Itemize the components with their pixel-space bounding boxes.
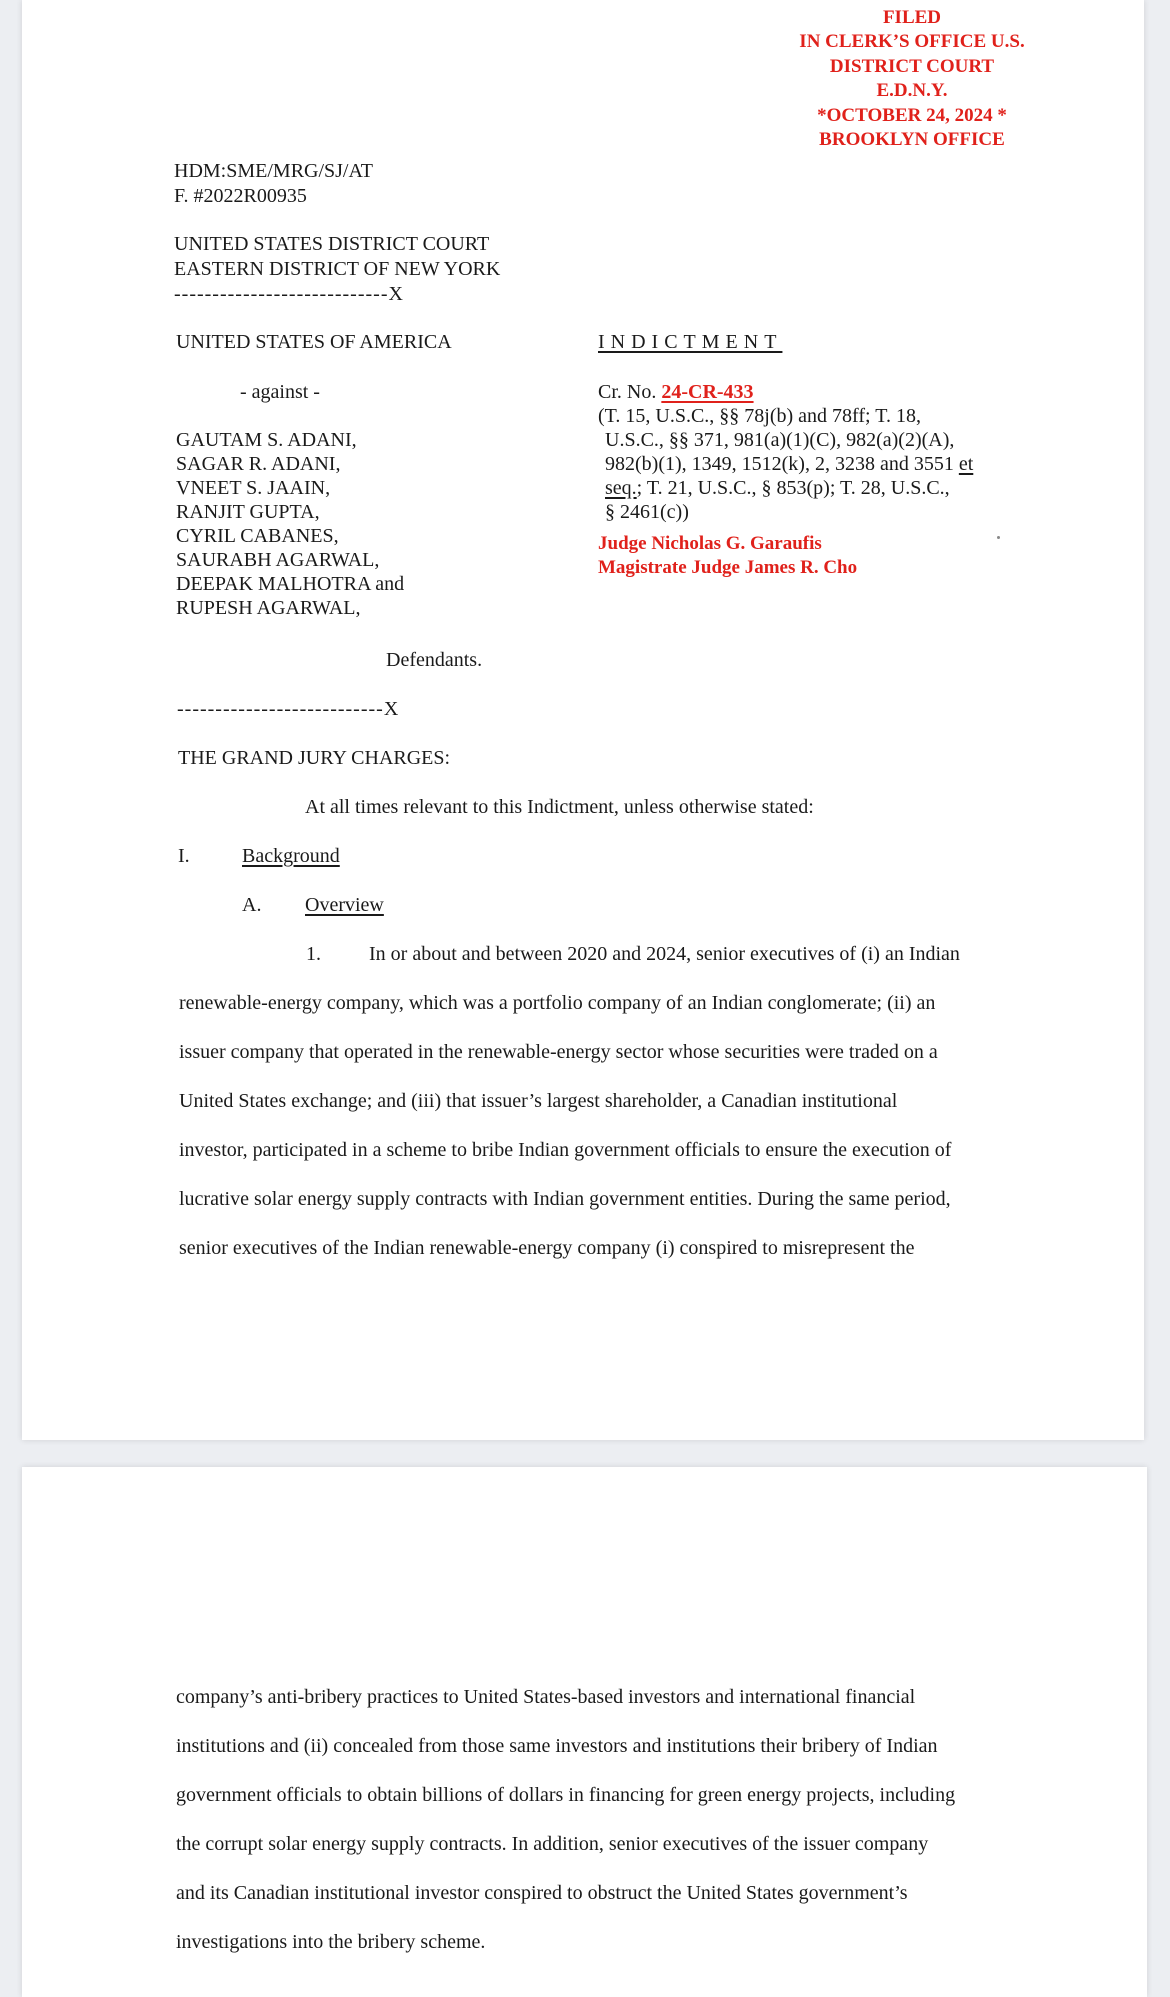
stamp-line: DISTRICT COURT xyxy=(829,55,995,77)
statute-line: § 2461(c)) xyxy=(605,501,689,523)
stamp-line: FILED xyxy=(882,7,942,28)
paragraph-line: company’s anti-bribery practices to United States-based investors and international financial xyxy=(176,1686,916,1708)
statute-seq: seq. xyxy=(605,477,637,499)
document-page-2 xyxy=(22,1467,1147,1997)
paragraph-number: 1. xyxy=(306,943,321,965)
subsection-number: A. xyxy=(242,894,262,916)
stamp-line: *OCTOBER 24, 2024 * xyxy=(817,104,1007,126)
statute-line: (T. 15, U.S.C., §§ 78j(b) and 78ff; T. 18, xyxy=(598,405,921,427)
grand-jury-charges: THE GRAND JURY CHARGES: xyxy=(178,747,451,769)
plaintiff-name: UNITED STATES OF AMERICA xyxy=(176,331,452,353)
paragraph-line: United States exchange; and (iii) that issuer’s largest shareholder, a Canadian institutional xyxy=(179,1090,898,1112)
defendant-name: RANJIT GUPTA, xyxy=(176,501,320,523)
paragraph-line: senior executives of the Indian renewable-energy company (i) conspired to misrepresent the xyxy=(179,1237,915,1259)
stamp-line: E.D.N.Y. xyxy=(876,80,948,102)
against-label: - against - xyxy=(240,381,320,403)
filed-stamp xyxy=(762,6,1062,152)
statute-line xyxy=(605,452,973,476)
document-page-1 xyxy=(22,0,1144,1440)
paragraph-line: investor, participated in a scheme to bribe Indian government officials to ensure the execution of xyxy=(179,1139,952,1161)
judge-assignment: Judge Nicholas G. Garaufis xyxy=(598,533,822,554)
defendant-name: SAGAR R. ADANI, xyxy=(176,453,341,475)
statute-text: ; T. 21, U.S.C., § 853(p); T. 28, U.S.C., xyxy=(636,477,950,499)
paragraph-line: In or about and between 2020 and 2024, senior executives of (i) an Indian xyxy=(369,943,960,965)
statute-text: 982(b)(1), 1349, 1512(k), 2, 3238 and 3551 xyxy=(605,453,954,475)
indictment-title: INDICTMENT xyxy=(598,331,783,353)
magistrate-assignment: Magistrate Judge James R. Cho xyxy=(598,557,858,578)
subsection-heading: Overview xyxy=(305,894,384,916)
defendant-name: DEEPAK MALHOTRA and xyxy=(176,573,405,595)
defendants-label: Defendants. xyxy=(386,649,483,671)
defendant-name: CYRIL CABANES, xyxy=(176,525,339,547)
court-district: EASTERN DISTRICT OF NEW YORK xyxy=(174,258,501,280)
paragraph-line: the corrupt solar energy supply contracts. In addition, senior executives of the issuer company xyxy=(176,1833,929,1855)
paragraph-line: government officials to obtain billions of dollars in financing for green energy projects, including xyxy=(176,1784,956,1806)
paragraph-line: lucrative solar energy supply contracts with Indian government entities. During the same period, xyxy=(179,1188,951,1210)
court-name: UNITED STATES DISTRICT COURT xyxy=(174,233,490,255)
stamp-line: BROOKLYN OFFICE xyxy=(819,129,1005,151)
defendant-name: RUPESH AGARWAL, xyxy=(176,597,361,619)
scan-speck xyxy=(997,536,1000,539)
defendant-name: GAUTAM S. ADANI, xyxy=(176,429,357,451)
caption-divider-top: ----------------------------X xyxy=(174,283,404,305)
statute-et: et xyxy=(958,453,974,475)
file-number: F. #2022R00935 xyxy=(174,185,307,207)
caption-divider-bottom: ---------------------------X xyxy=(177,698,400,720)
case-number-prefix: Cr. No. xyxy=(598,381,657,403)
case-number: 24-CR-433 xyxy=(661,381,754,403)
paragraph-line: issuer company that operated in the renewable-energy sector whose securities were traded on a xyxy=(179,1041,938,1063)
paragraph-line: investigations into the bribery scheme. xyxy=(176,1931,486,1953)
statute-line: U.S.C., §§ 371, 981(a)(1)(C), 982(a)(2)(A), xyxy=(605,429,955,451)
reference-code: HDM:SME/MRG/SJ/AT xyxy=(174,160,373,182)
section-number: I. xyxy=(178,845,190,867)
paragraph-line: and its Canadian institutional investor conspired to obstruct the United States government’s xyxy=(176,1882,908,1904)
section-heading: Background xyxy=(242,845,340,867)
intro-sentence: At all times relevant to this Indictment, unless otherwise stated: xyxy=(305,796,814,818)
paragraph-line: institutions and (ii) concealed from those same investors and institutions their bribery of Indian xyxy=(176,1735,938,1757)
paragraph-line: renewable-energy company, which was a portfolio company of an Indian conglomerate; (ii) an xyxy=(179,992,936,1014)
stamp-line: IN CLERK’S OFFICE U.S. xyxy=(799,31,1025,53)
defendant-name: VNEET S. JAAIN, xyxy=(176,477,331,499)
case-number-line xyxy=(598,380,964,404)
statute-line xyxy=(605,476,950,500)
defendant-name: SAURABH AGARWAL, xyxy=(176,549,380,571)
